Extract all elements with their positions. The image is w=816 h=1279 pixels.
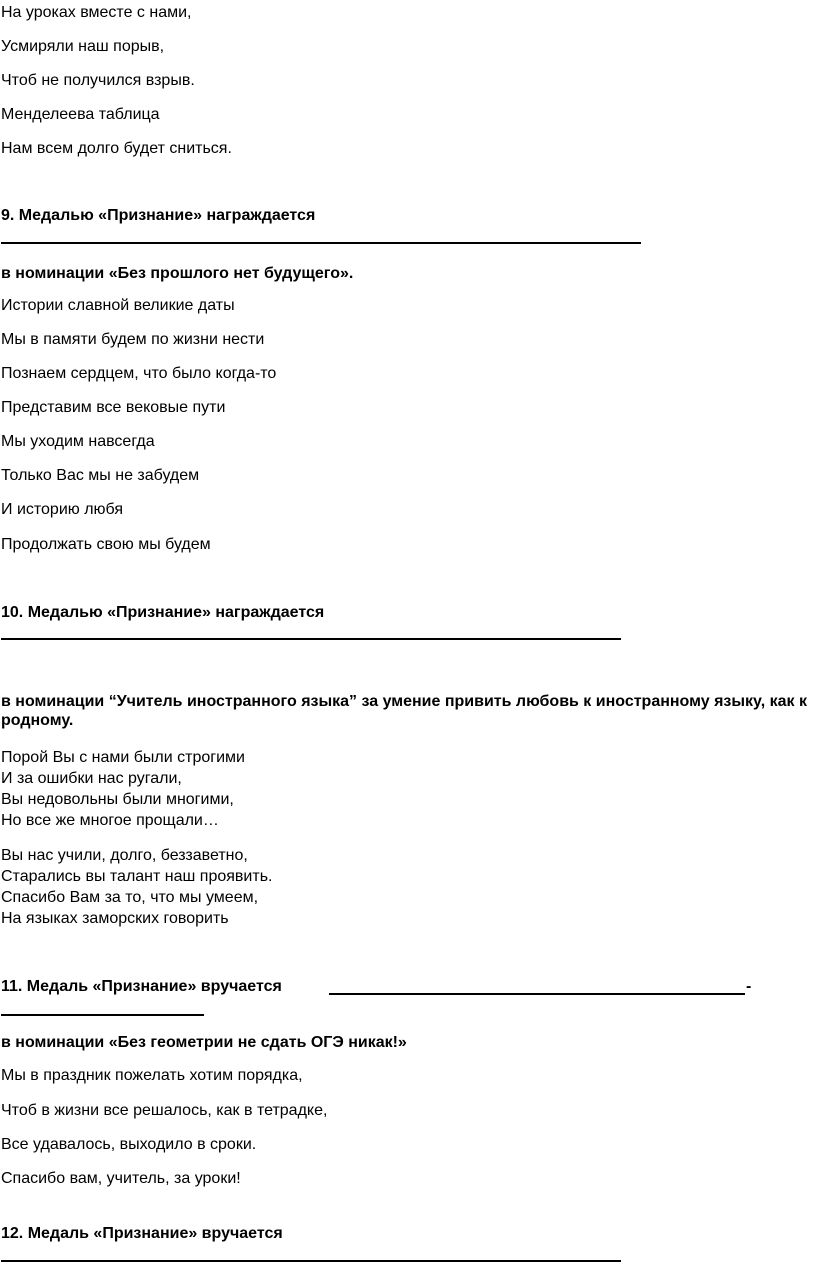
- section-11-heading: 11. Медаль «Признание» вручается: [1, 978, 282, 995]
- fill-in-line: [329, 993, 745, 995]
- poem-line: На уроках вместе с нами,: [1, 4, 192, 21]
- poem-line: Спасибо вам, учитель, за уроки!: [1, 1170, 241, 1187]
- poem-line: Менделеева таблица: [1, 106, 160, 123]
- section-9-heading: 9. Медалью «Признание» награждается: [1, 207, 316, 224]
- poem-line: Старались вы талант наш проявить.: [1, 868, 273, 885]
- fill-in-line: [1, 1014, 204, 1016]
- poem-line: Вы недовольны были многими,: [1, 791, 234, 808]
- fill-in-line: [1, 242, 641, 244]
- poem-line: И историю любя: [1, 501, 124, 518]
- fill-in-line: [1, 1260, 621, 1262]
- poem-line: Мы в памяти будем по жизни нести: [1, 331, 265, 348]
- section-12-heading: 12. Медаль «Признание» вручается: [1, 1225, 283, 1242]
- poem-line: Чтоб не получился взрыв.: [1, 72, 195, 89]
- poem-line: Усмиряли наш порыв,: [1, 38, 165, 55]
- poem-line: Истории славной великие даты: [1, 297, 235, 314]
- poem-line: Спасибо Вам за то, что мы умеем,: [1, 889, 259, 906]
- poem-line: Но все же многое прощали…: [1, 812, 219, 829]
- poem-line: Только Вас мы не забудем: [1, 467, 200, 484]
- poem-line: Все удавалось, выходило в сроки.: [1, 1136, 257, 1153]
- dash: -: [746, 978, 752, 995]
- poem-line: На языках заморских говорить: [1, 910, 229, 927]
- poem-line: Нам всем долго будет сниться.: [1, 140, 232, 157]
- section-10-nomination: в номинации “Учитель иностранного языка” за умение привить любовь к иностранному языку, как к родному.: [1, 693, 807, 729]
- poem-line: Познаем сердцем, что было когда-то: [1, 365, 277, 382]
- fill-in-line: [1, 638, 621, 640]
- poem-line: Мы уходим навсегда: [1, 433, 155, 450]
- section-9-nomination: в номинации «Без прошлого нет будущего».: [1, 265, 354, 282]
- poem-line: Порой Вы с нами были строгими: [1, 749, 245, 766]
- poem-line: Представим все вековые пути: [1, 399, 226, 416]
- section-11-nomination: в номинации «Без геометрии не сдать ОГЭ никак!»: [1, 1034, 407, 1051]
- poem-line: Вы нас учили, долго, беззаветно,: [1, 847, 248, 864]
- poem-line: Чтоб в жизни все решалось, как в тетрадке,: [1, 1102, 328, 1119]
- poem-line: И за ошибки нас ругали,: [1, 770, 182, 787]
- poem-line: Мы в праздник пожелать хотим порядка,: [1, 1067, 303, 1084]
- section-10-heading: 10. Медалью «Признание» награждается: [1, 604, 325, 621]
- poem-line: Продолжать свою мы будем: [1, 536, 211, 553]
